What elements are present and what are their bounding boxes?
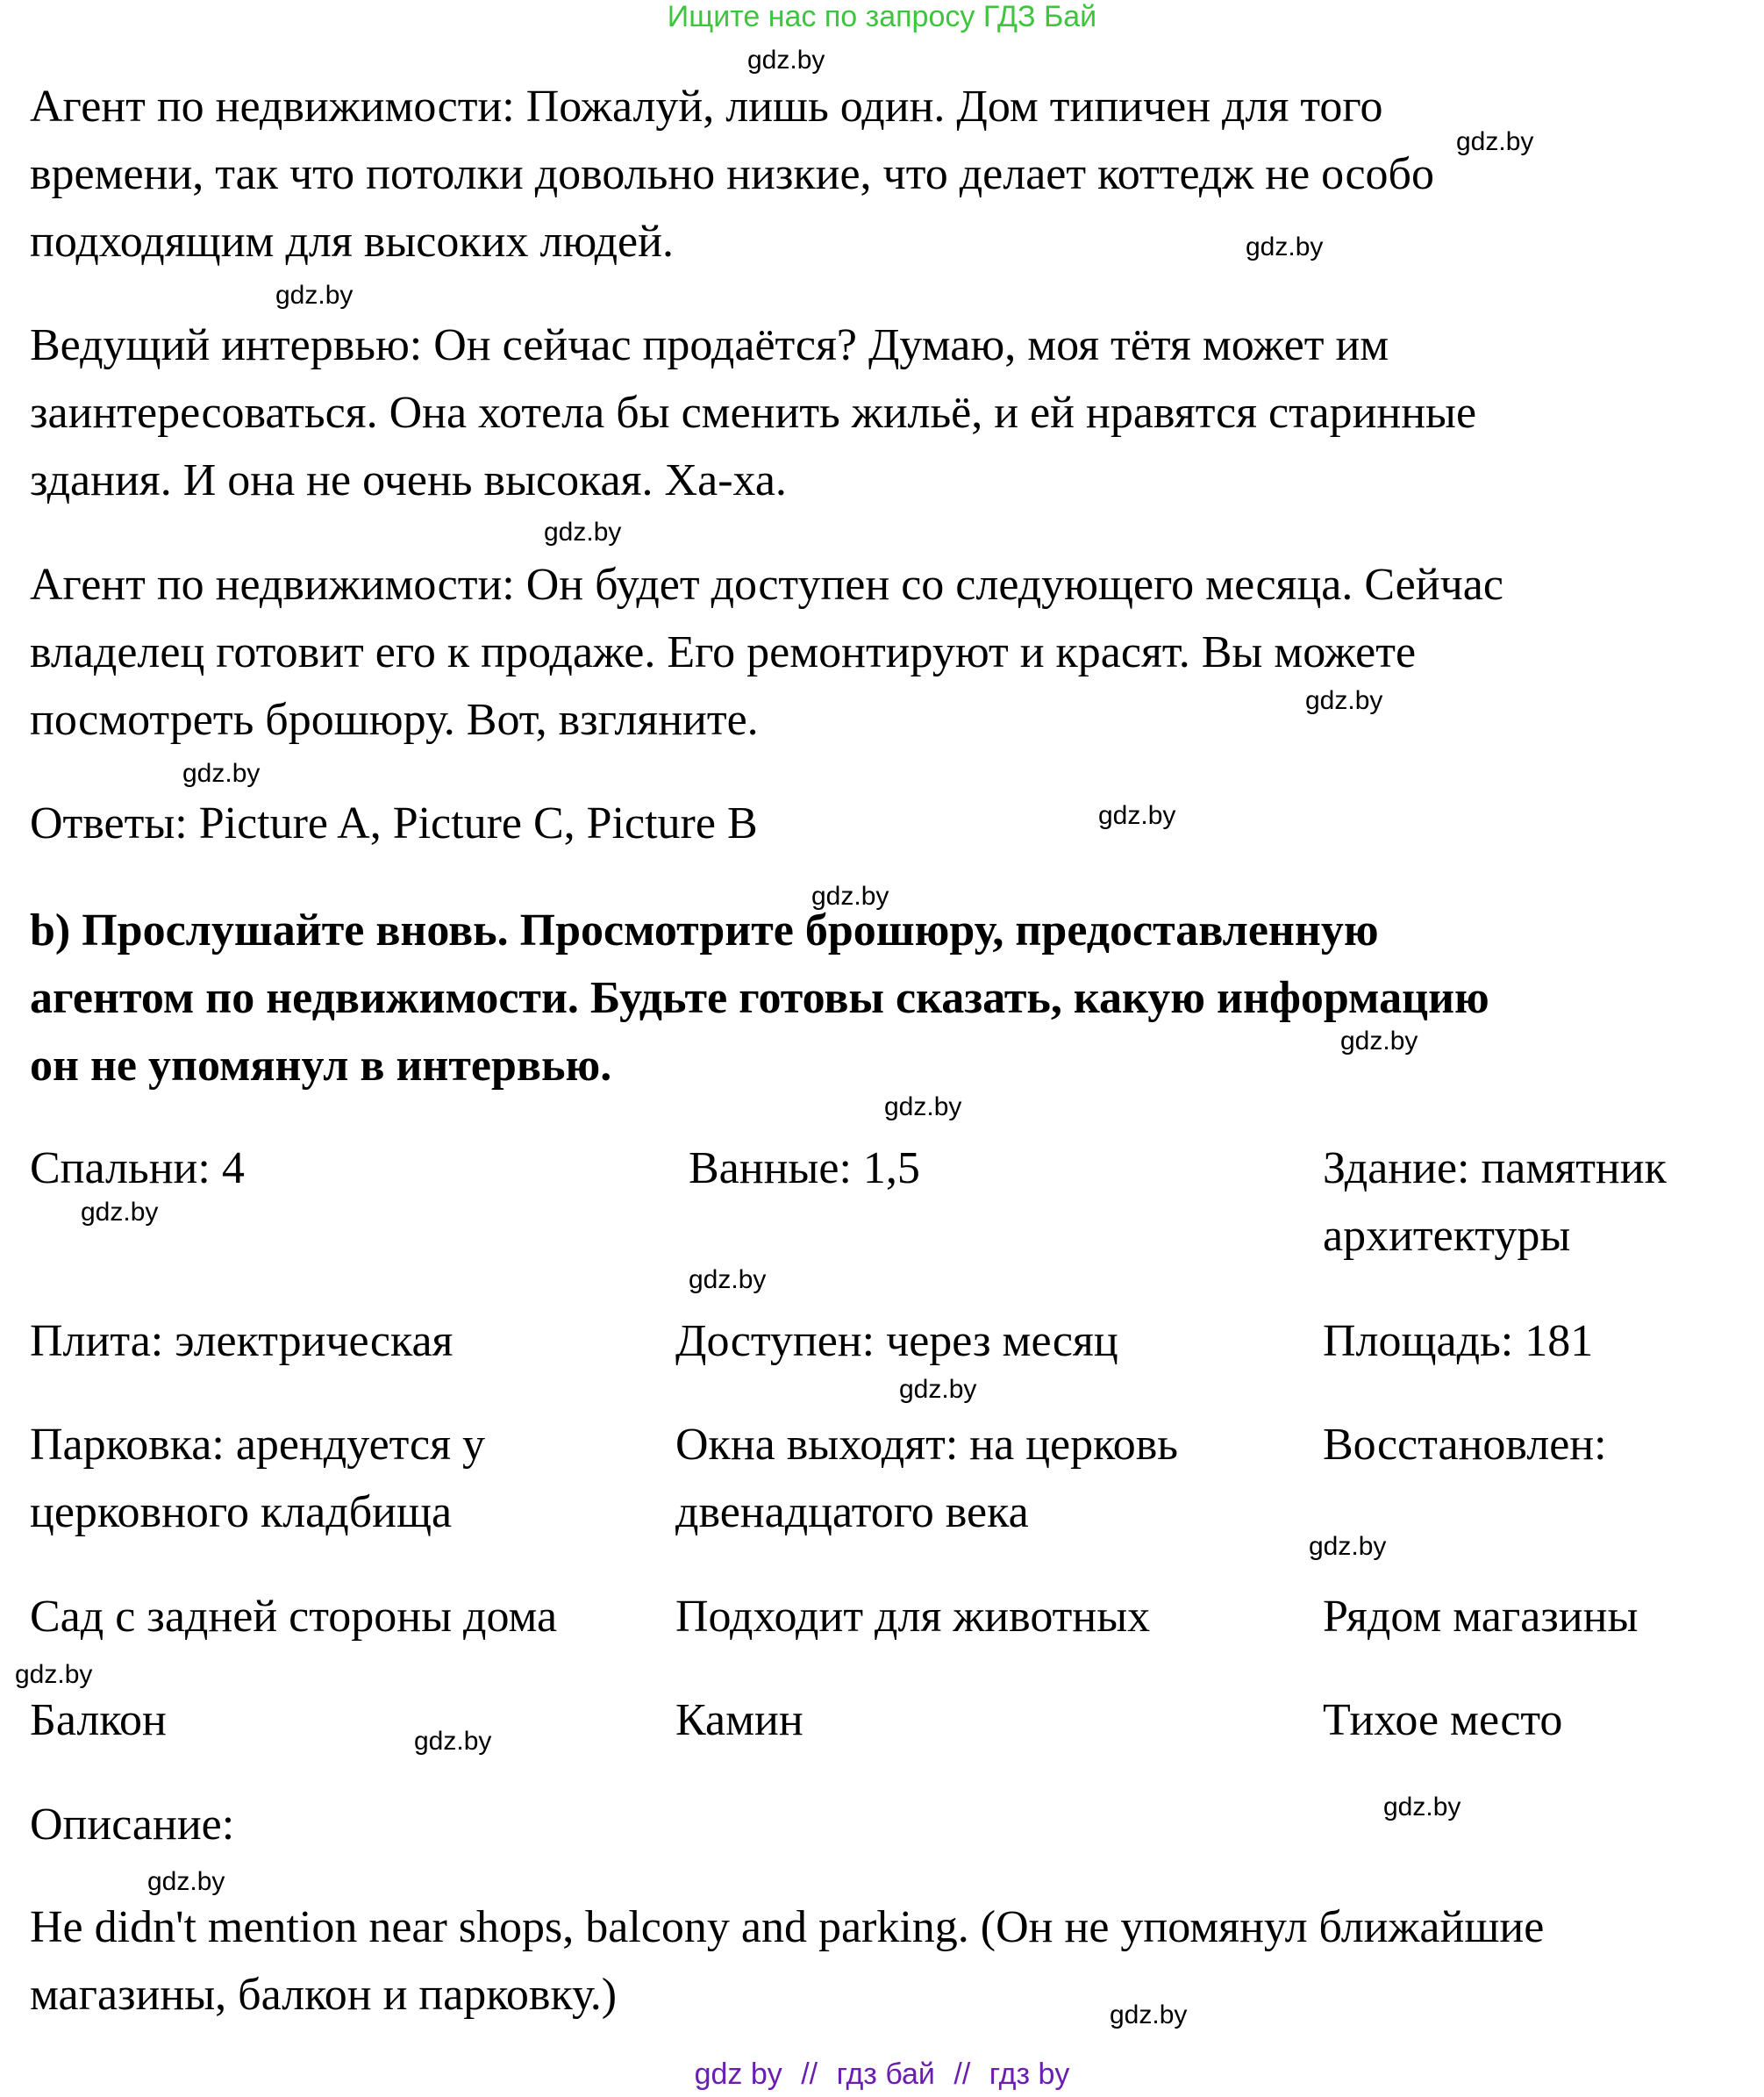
watermark: gdz.by <box>1110 2000 1188 2029</box>
footer-banner <box>0 2058 1764 2091</box>
watermark: gdz.by <box>689 1265 767 1294</box>
grid-cell: Сад с задней стороны дома <box>30 1592 558 1642</box>
text-line: владелец готовит его к продаже. Его ремонтируют и красят. Вы можете <box>30 627 1417 677</box>
watermark: gdz.by <box>1246 233 1324 261</box>
watermark: gdz.by <box>1340 1027 1418 1056</box>
watermark: gdz.by <box>544 518 622 547</box>
text-line: подходящим для высоких людей. <box>30 217 674 267</box>
text-line: магазины, балкон и парковку.) <box>30 1970 618 2020</box>
text-line: Ведущий интервью: Он сейчас продаётся? Думаю, моя тётя может им <box>30 320 1389 370</box>
grid-cell-line: Парковка: арендуется у <box>30 1420 486 1470</box>
grid-cell-line: Здание: памятник <box>1323 1143 1667 1193</box>
grid-cell <box>1323 1134 1667 1270</box>
watermark: gdz.by <box>15 1660 93 1689</box>
dialogue-paragraph <box>30 73 1749 276</box>
grid-cell: Балкон <box>30 1695 167 1745</box>
watermark: gdz.by <box>1383 1793 1461 1821</box>
watermark: gdz.by <box>182 759 261 788</box>
footer-separator: // <box>953 2058 971 2091</box>
footer-link[interactable]: гдз бай <box>836 2058 935 2091</box>
text-line: агентом по недвижимости. Будьте готовы сказать, какую информацию <box>30 973 1489 1023</box>
text-line: Ответы: Picture A, Picture C, Picture B <box>30 798 758 848</box>
watermark: gdz.by <box>884 1092 962 1121</box>
watermark: gdz.by <box>81 1198 159 1227</box>
grid-cell: Ванные: 1,5 <box>689 1143 920 1193</box>
grid-cell <box>30 1411 485 1546</box>
watermark: gdz.by <box>414 1727 492 1756</box>
grid-cell: Тихое место <box>1323 1695 1563 1745</box>
grid-cell: Площадь: 181 <box>1323 1316 1594 1366</box>
watermark: gdz.by <box>147 1867 225 1896</box>
dialogue-paragraph <box>30 551 1749 754</box>
answer-text <box>30 1893 1749 2029</box>
grid-cell: Восстановлен: <box>1323 1420 1607 1470</box>
dialogue-paragraph <box>30 311 1749 514</box>
text-line: здания. И она не очень высокая. Ха-ха. <box>30 455 787 505</box>
watermark: gdz.by <box>899 1375 977 1404</box>
grid-cell: Спальни: 4 <box>30 1143 245 1193</box>
header-banner: Ищите нас по запросу ГДЗ Бай <box>667 0 1097 33</box>
footer-separator: // <box>801 2058 818 2091</box>
grid-cell-line: церковного кладбища <box>30 1487 453 1537</box>
description-label: Описание: <box>30 1800 235 1850</box>
text-line: Агент по недвижимости: Он будет доступен со следующего месяца. Сейчас <box>30 560 1503 610</box>
task-heading <box>30 897 1749 1099</box>
text-line: заинтересоваться. Она хотела бы сменить жильё, и ей нравятся старинные <box>30 388 1477 438</box>
watermark: gdz.by <box>747 46 825 75</box>
footer-link[interactable]: gdz by <box>694 2058 782 2091</box>
grid-cell: Доступен: через месяц <box>675 1316 1118 1366</box>
watermark: gdz.by <box>1305 686 1383 715</box>
footer-link[interactable]: гдз by <box>989 2058 1070 2091</box>
text-line: Агент по недвижимости: Пожалуй, лишь один. Дом типичен для того <box>30 82 1383 132</box>
grid-cell: Подходит для животных <box>675 1592 1151 1642</box>
grid-cell <box>675 1411 1178 1546</box>
text-line: посмотреть брошюру. Вот, взгляните. <box>30 695 759 745</box>
text-line: b) Прослушайте вновь. Просмотрите брошюру, предоставленную <box>30 905 1379 955</box>
watermark: gdz.by <box>1098 801 1176 830</box>
text-line: времени, так что потолки довольно низкие, что делает коттедж не особо <box>30 149 1435 199</box>
watermark: gdz.by <box>1456 127 1534 156</box>
grid-cell: Плита: электрическая <box>30 1316 453 1366</box>
text-line: He didn't mention near shops, balcony and parking. (Он не упомянул ближайшие <box>30 1902 1545 1952</box>
text-line: он не упомянул в интервью. <box>30 1041 612 1091</box>
watermark: gdz.by <box>811 882 889 911</box>
watermark: gdz.by <box>1309 1532 1387 1561</box>
grid-cell: Рядом магазины <box>1323 1592 1639 1642</box>
grid-cell-line: архитектуры <box>1323 1211 1571 1261</box>
grid-cell-line: двенадцатого века <box>675 1487 1029 1537</box>
grid-cell-line: Окна выходят: на церковь <box>675 1420 1178 1470</box>
watermark: gdz.by <box>275 281 354 310</box>
grid-cell: Камин <box>675 1695 803 1745</box>
answers-line <box>30 790 1749 857</box>
